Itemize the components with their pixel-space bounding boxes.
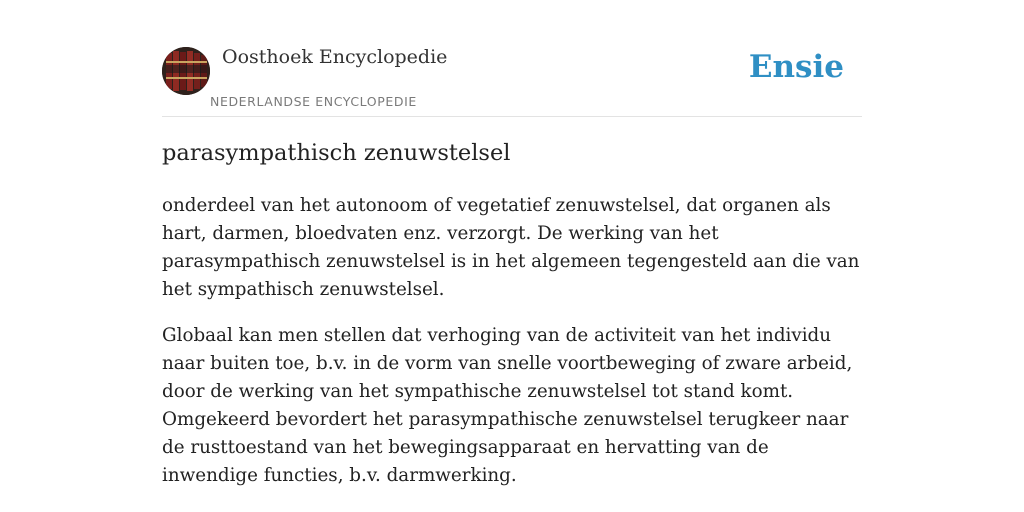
article-paragraph: Globaal kan men stellen dat verhoging van de activiteit van het individu naar buiten toe, b.v. in de vorm van snelle voortbeweging of zware arbeid, door de werking van het sympathische zenuwstelsel tot stand komt. Omgekeerd bevordert het parasympathische zenuwstelsel terugkeer naar de rusttoestand van het bewegingsapparaat en hervatting van de inwendige functies, b.v. darmwerking. [162,325,853,486]
source-avatar[interactable] [162,47,210,95]
article-body [162,192,867,508]
site-header [162,46,862,117]
source-title[interactable]: Oosthoek Encyclopedie [222,46,448,68]
brand-logo[interactable]: Ensie [748,49,844,85]
source-subtitle: NEDERLANDSE ENCYCLOPEDIE [210,94,417,109]
article-paragraph: onderdeel van het autonoom of vegetatief zenuwstelsel, dat organen als hart, darmen, bloedvaten enz. verzorgt. De werking van het parasympathisch zenuwstelsel is in het algemeen tegengesteld aan die van het sympathisch zenuwstelsel. [162,195,860,300]
book-spines-icon [162,47,210,95]
page-title: parasympathisch zenuwstelsel [162,140,511,166]
